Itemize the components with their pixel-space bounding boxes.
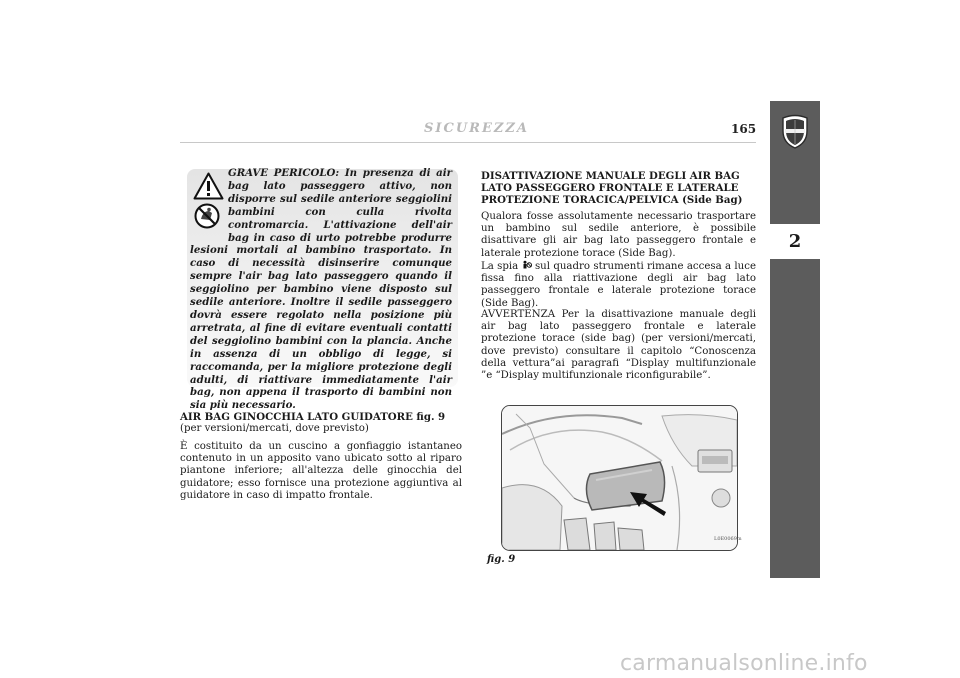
chapter-tab-bar [770, 101, 820, 578]
deactivation-light-text [481, 260, 756, 310]
knee-airbag-subtitle: (per versioni/mercati, dove previsto) [180, 423, 369, 434]
deactivation-body: Qualora fosse assolutamente necessario trasportare un bambino sul sedile anteriore, è possibile disattivare gli air bag lato passeggero frontale e laterale protezione torace (Side Bag). [481, 211, 756, 259]
no-child-seat-icon [194, 203, 220, 229]
warning-triangle-icon [193, 172, 224, 200]
deactivation-light-after: sul quadro strumenti rimane accesa a luce fissa fino alla riattivazione degli air bag lato passeggero frontale e laterale protezione torace (Side Bag). [481, 261, 756, 309]
airbag-off-icon [522, 260, 532, 270]
figure-code: L0E0069m [714, 536, 742, 542]
watermark: carmanualsonline.info [620, 651, 868, 676]
warning-text: GRAVE PERICOLO: In presenza di air bag lato passeggero attivo, non disporre sul sedile anteriore seggiolini bambini con culla rivolta contromarcia. L'attivazione dell'air bag in caso di urto potrebbe produrre lesioni mortali al bambino trasportato. In caso di necessità disinserire comunque sempre l'air bag lato passeggero quando il seggiolino per bambino viene disposto sul sedile anteriore. Inoltre il sedile passeggero dovrà essere regolato nella posizione più arretrata, al fine di evitare eventuali contatti del seggiolino bambini con la plancia. Anche in assenza di un obbligo di legge, si raccomanda, per la migliore protezione degli adulti, di riattivare immediatamente l'air bag, non appena il trasporto di bambini non sia più necessario. [190, 167, 452, 412]
knee-airbag-title: AIR BAG GINOCCHIA LATO GUIDATORE fig. 9 [180, 411, 446, 423]
deactivation-note: AVVERTENZA Per la disattivazione manuale degli air bag lato passeggero frontale e laterale protezione torace (side bag) (per versioni/mercati, dove previsto) consultare il capitolo “Conoscenza della vettura”ai paragrafi “Display multifunzionale ”e “Display multifunzionale riconfigurabile”. [481, 309, 756, 382]
deactivation-light-before: La spia [481, 261, 519, 272]
header-divider [180, 142, 756, 143]
page-number: 165 [731, 122, 757, 136]
figure-knee-airbag [501, 405, 738, 551]
knee-airbag-body: È costituito da un cuscino a gonfiaggio istantaneo contenuto in un apposito vano ubicato sotto al riparo piantone inferiore; all'altezza delle ginocchia del guidatore; esso fornisce una protezione aggiuntiva al guidatore in caso di impatto frontale. [180, 441, 462, 501]
warning-icons [190, 167, 228, 241]
section-title: SICUREZZA [424, 121, 529, 136]
figure-caption: fig. 9 [487, 554, 516, 565]
deactivation-title: DISATTIVAZIONE MANUALE DEGLI AIR BAG LATO PASSEGGERO FRONTALE E LATERALE PROTEZIONE TORACICA/PELVICA (Side Bag) [481, 170, 743, 206]
chapter-number: 2 [770, 224, 820, 259]
dashboard-illustration [502, 406, 737, 550]
lancia-shield-icon [781, 114, 809, 150]
warning-text-block [190, 167, 452, 412]
